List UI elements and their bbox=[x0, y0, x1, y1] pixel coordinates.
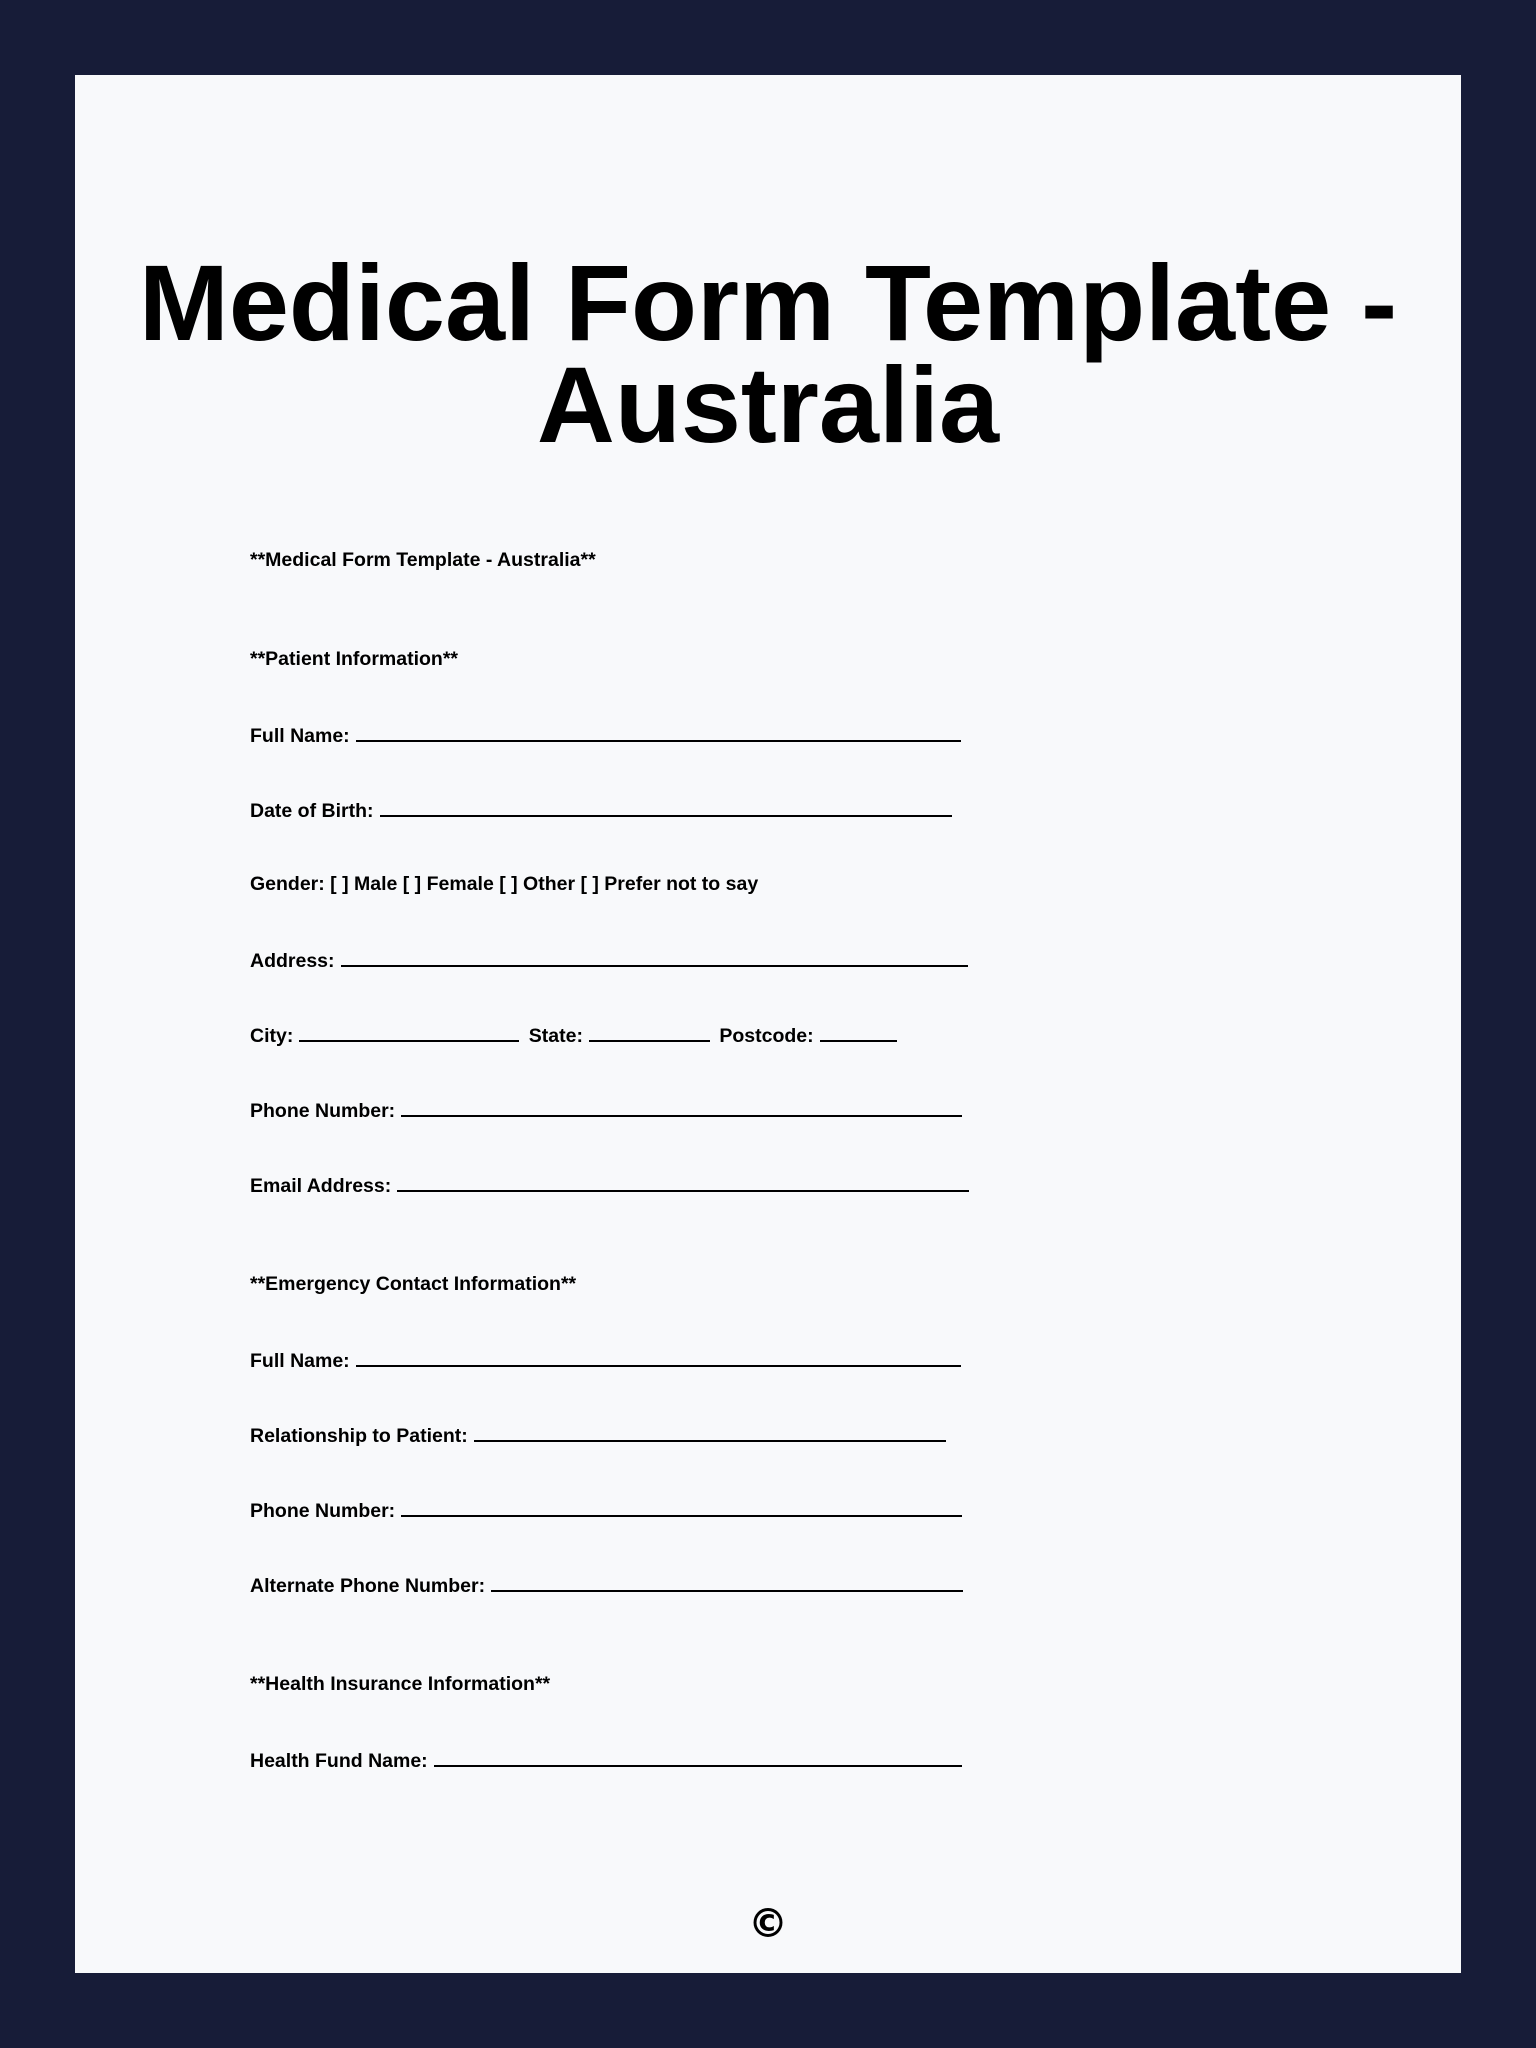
patient-city-state-postcode-row bbox=[250, 1022, 901, 1048]
emergency-full-name-row bbox=[250, 1347, 965, 1373]
title-line-2: Australia bbox=[536, 344, 1000, 465]
emergency-alt-phone-blank[interactable] bbox=[491, 1572, 963, 1592]
emergency-relationship-label: Relationship to Patient: bbox=[250, 1425, 468, 1447]
patient-full-name-label: Full Name: bbox=[250, 725, 350, 747]
patient-full-name-row bbox=[250, 722, 965, 748]
emergency-alt-phone-row bbox=[250, 1572, 967, 1598]
emergency-relationship-row bbox=[250, 1422, 950, 1448]
document-title bbox=[75, 242, 1461, 465]
patient-state-label: State: bbox=[528, 1025, 583, 1047]
copyright-icon: © bbox=[748, 1901, 788, 1947]
patient-city-blank[interactable] bbox=[299, 1022, 519, 1042]
patient-phone-blank[interactable] bbox=[401, 1097, 962, 1117]
patient-postcode-label: Postcode: bbox=[719, 1025, 814, 1047]
insurance-section-heading: **Health Insurance Information** bbox=[250, 1673, 551, 1695]
patient-city-label: City: bbox=[250, 1025, 294, 1047]
patient-dob-row bbox=[250, 797, 956, 823]
patient-postcode-blank[interactable] bbox=[820, 1022, 897, 1042]
document-page bbox=[75, 75, 1461, 1973]
patient-dob-label: Date of Birth: bbox=[250, 800, 374, 822]
emergency-phone-label: Phone Number: bbox=[250, 1500, 396, 1522]
patient-address-label: Address: bbox=[250, 950, 335, 972]
insurance-fund-name-blank[interactable] bbox=[434, 1747, 962, 1767]
patient-phone-row bbox=[250, 1097, 966, 1123]
insurance-fund-name-label: Health Fund Name: bbox=[250, 1750, 428, 1772]
emergency-phone-blank[interactable] bbox=[401, 1497, 962, 1517]
patient-email-label: Email Address: bbox=[250, 1175, 392, 1197]
title-line-1: Medical Form Template - bbox=[138, 242, 1398, 363]
patient-email-row bbox=[250, 1172, 973, 1198]
form-heading: **Medical Form Template - Australia** bbox=[250, 549, 596, 571]
patient-email-blank[interactable] bbox=[397, 1172, 969, 1192]
emergency-phone-row bbox=[250, 1497, 966, 1523]
emergency-alt-phone-label: Alternate Phone Number: bbox=[250, 1575, 486, 1597]
patient-full-name-blank[interactable] bbox=[356, 722, 961, 742]
patient-address-row bbox=[250, 947, 972, 973]
patient-phone-label: Phone Number: bbox=[250, 1100, 396, 1122]
emergency-full-name-blank[interactable] bbox=[356, 1347, 961, 1367]
patient-section-heading: **Patient Information** bbox=[250, 648, 459, 670]
insurance-fund-name-row bbox=[250, 1747, 966, 1773]
patient-state-blank[interactable] bbox=[589, 1022, 710, 1042]
emergency-full-name-label: Full Name: bbox=[250, 1350, 350, 1372]
patient-gender-row: Gender: [ ] Male [ ] Female [ ] Other [ ] Prefer not to say bbox=[250, 873, 759, 895]
emergency-section-heading: **Emergency Contact Information** bbox=[250, 1273, 577, 1295]
emergency-relationship-blank[interactable] bbox=[474, 1422, 946, 1442]
patient-address-blank[interactable] bbox=[341, 947, 968, 967]
patient-dob-blank[interactable] bbox=[380, 797, 952, 817]
